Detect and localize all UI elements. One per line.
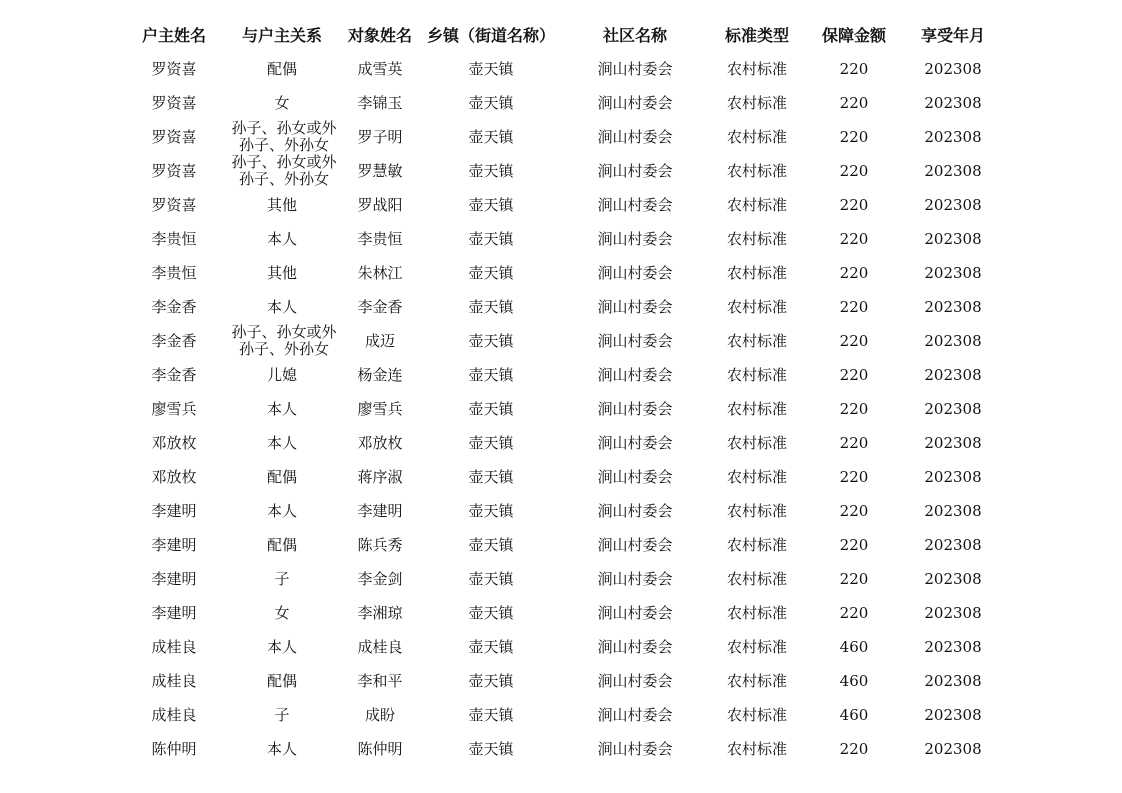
cell-recipient-name: 李和平 xyxy=(357,671,403,690)
cell-relationship: 配偶 xyxy=(266,59,297,78)
cell-relationship: 本人 xyxy=(266,399,297,418)
table-row xyxy=(120,562,1000,596)
header-standard-type: 标准类型 xyxy=(724,25,789,45)
header-relationship: 与户主关系 xyxy=(241,25,322,45)
cell-recipient-name: 成迈 xyxy=(364,331,395,350)
cell-recipient-name: 成雪英 xyxy=(357,59,403,78)
cell-community: 涧山村委会 xyxy=(597,127,673,146)
cell-township: 壶天镇 xyxy=(468,603,514,622)
cell-recipient-name: 成桂良 xyxy=(357,637,403,656)
cell-township: 壶天镇 xyxy=(468,263,514,282)
cell-community: 涧山村委会 xyxy=(597,637,673,656)
cell-month: 202308 xyxy=(924,637,982,656)
cell-recipient-name: 李湘琼 xyxy=(357,603,403,622)
table-row xyxy=(120,426,1000,460)
cell-recipient-name: 罗慧敏 xyxy=(357,161,403,180)
table-row xyxy=(120,392,1000,426)
cell-community: 涧山村委会 xyxy=(597,195,673,214)
cell-month: 202308 xyxy=(924,535,982,554)
cell-household-head: 罗资喜 xyxy=(151,161,197,180)
cell-community: 涧山村委会 xyxy=(597,535,673,554)
cell-community: 涧山村委会 xyxy=(597,671,673,690)
cell-standard-type: 农村标准 xyxy=(726,59,787,78)
cell-household-head: 李建明 xyxy=(151,535,197,554)
cell-relationship: 配偶 xyxy=(266,467,297,486)
cell-township: 壶天镇 xyxy=(468,705,514,724)
cell-relationship: 其他 xyxy=(266,263,297,282)
cell-community: 涧山村委会 xyxy=(597,365,673,384)
cell-community: 涧山村委会 xyxy=(597,569,673,588)
cell-township: 壶天镇 xyxy=(468,739,514,758)
cell-month: 202308 xyxy=(924,93,982,112)
cell-month: 202308 xyxy=(924,297,982,316)
subsidy-table xyxy=(120,16,1000,766)
cell-standard-type: 农村标准 xyxy=(726,637,787,656)
cell-recipient-name: 成盼 xyxy=(364,705,395,724)
header-row xyxy=(120,16,1000,52)
cell-month: 202308 xyxy=(924,229,982,248)
table-row xyxy=(120,256,1000,290)
cell-amount: 460 xyxy=(839,705,869,724)
cell-township: 壶天镇 xyxy=(468,195,514,214)
cell-township: 壶天镇 xyxy=(468,637,514,656)
cell-household-head: 李金香 xyxy=(151,365,197,384)
table-row xyxy=(120,732,1000,766)
cell-month: 202308 xyxy=(924,739,982,758)
cell-township: 壶天镇 xyxy=(468,59,514,78)
cell-township: 壶天镇 xyxy=(468,331,514,350)
cell-recipient-name: 陈兵秀 xyxy=(357,535,403,554)
cell-community: 涧山村委会 xyxy=(597,739,673,758)
cell-amount: 460 xyxy=(839,637,869,656)
table-row xyxy=(120,324,1000,358)
cell-month: 202308 xyxy=(924,399,982,418)
cell-household-head: 罗资喜 xyxy=(151,93,197,112)
cell-month: 202308 xyxy=(924,365,982,384)
cell-month: 202308 xyxy=(924,603,982,622)
cell-standard-type: 农村标准 xyxy=(726,603,787,622)
relationship-text: 孙子、孙女或外孙子、外孙女 xyxy=(231,119,337,154)
cell-amount: 220 xyxy=(839,93,869,112)
cell-standard-type: 农村标准 xyxy=(726,195,787,214)
table-row xyxy=(120,120,1000,154)
cell-community: 涧山村委会 xyxy=(597,331,673,350)
cell-recipient-name: 李建明 xyxy=(357,501,403,520)
cell-community: 涧山村委会 xyxy=(597,263,673,282)
cell-amount: 220 xyxy=(839,501,869,520)
table-row xyxy=(120,358,1000,392)
cell-relationship xyxy=(228,120,336,154)
table-row xyxy=(120,664,1000,698)
table-row xyxy=(120,494,1000,528)
header-community: 社区名称 xyxy=(602,25,667,45)
cell-household-head: 李金香 xyxy=(151,331,197,350)
cell-month: 202308 xyxy=(924,705,982,724)
cell-relationship: 本人 xyxy=(266,433,297,452)
cell-relationship: 本人 xyxy=(266,501,297,520)
cell-month: 202308 xyxy=(924,501,982,520)
cell-amount: 220 xyxy=(839,195,869,214)
cell-month: 202308 xyxy=(924,59,982,78)
cell-recipient-name: 罗战阳 xyxy=(357,195,403,214)
cell-standard-type: 农村标准 xyxy=(726,161,787,180)
cell-amount: 220 xyxy=(839,59,869,78)
cell-township: 壶天镇 xyxy=(468,399,514,418)
cell-relationship: 配偶 xyxy=(266,671,297,690)
cell-community: 涧山村委会 xyxy=(597,467,673,486)
cell-standard-type: 农村标准 xyxy=(726,739,787,758)
cell-amount: 220 xyxy=(839,297,869,316)
cell-community: 涧山村委会 xyxy=(597,93,673,112)
cell-standard-type: 农村标准 xyxy=(726,467,787,486)
table-row xyxy=(120,154,1000,188)
relationship-text: 孙子、孙女或外孙子、外孙女 xyxy=(231,153,337,188)
table-row xyxy=(120,596,1000,630)
cell-household-head: 李贵恒 xyxy=(151,263,197,282)
cell-amount: 220 xyxy=(839,569,869,588)
cell-relationship: 本人 xyxy=(266,739,297,758)
cell-household-head: 成桂良 xyxy=(151,637,197,656)
table-row xyxy=(120,460,1000,494)
table-row xyxy=(120,528,1000,562)
cell-household-head: 廖雪兵 xyxy=(151,399,197,418)
cell-standard-type: 农村标准 xyxy=(726,331,787,350)
cell-household-head: 成桂良 xyxy=(151,671,197,690)
table-row xyxy=(120,86,1000,120)
cell-recipient-name: 罗子明 xyxy=(357,127,403,146)
cell-recipient-name: 李锦玉 xyxy=(357,93,403,112)
cell-township: 壶天镇 xyxy=(468,161,514,180)
cell-township: 壶天镇 xyxy=(468,671,514,690)
cell-relationship: 本人 xyxy=(266,297,297,316)
cell-household-head: 成桂良 xyxy=(151,705,197,724)
cell-township: 壶天镇 xyxy=(468,297,514,316)
cell-amount: 220 xyxy=(839,739,869,758)
cell-household-head: 邓放枚 xyxy=(151,433,197,452)
cell-standard-type: 农村标准 xyxy=(726,127,787,146)
cell-amount: 220 xyxy=(839,365,869,384)
cell-month: 202308 xyxy=(924,161,982,180)
cell-household-head: 陈仲明 xyxy=(151,739,197,758)
cell-month: 202308 xyxy=(924,467,982,486)
cell-relationship: 其他 xyxy=(266,195,297,214)
cell-amount: 220 xyxy=(839,331,869,350)
cell-household-head: 罗资喜 xyxy=(151,195,197,214)
cell-standard-type: 农村标准 xyxy=(726,93,787,112)
cell-township: 壶天镇 xyxy=(468,433,514,452)
cell-household-head: 李金香 xyxy=(151,297,197,316)
cell-amount: 220 xyxy=(839,535,869,554)
cell-standard-type: 农村标准 xyxy=(726,535,787,554)
header-amount: 保障金额 xyxy=(821,25,886,45)
cell-household-head: 罗资喜 xyxy=(151,59,197,78)
cell-month: 202308 xyxy=(924,569,982,588)
cell-month: 202308 xyxy=(924,195,982,214)
cell-month: 202308 xyxy=(924,127,982,146)
cell-community: 涧山村委会 xyxy=(597,433,673,452)
cell-standard-type: 农村标准 xyxy=(726,433,787,452)
cell-township: 壶天镇 xyxy=(468,467,514,486)
cell-township: 壶天镇 xyxy=(468,127,514,146)
cell-recipient-name: 李金香 xyxy=(357,297,403,316)
cell-relationship: 子 xyxy=(274,705,290,724)
cell-township: 壶天镇 xyxy=(468,569,514,588)
cell-amount: 220 xyxy=(839,603,869,622)
cell-community: 涧山村委会 xyxy=(597,59,673,78)
cell-household-head: 李建明 xyxy=(151,569,197,588)
cell-household-head: 李建明 xyxy=(151,603,197,622)
header-recipient-name: 对象姓名 xyxy=(347,25,412,45)
table-body xyxy=(120,52,1000,766)
cell-township: 壶天镇 xyxy=(468,365,514,384)
cell-amount: 220 xyxy=(839,467,869,486)
cell-standard-type: 农村标准 xyxy=(726,399,787,418)
cell-standard-type: 农村标准 xyxy=(726,705,787,724)
cell-community: 涧山村委会 xyxy=(597,705,673,724)
table-row xyxy=(120,188,1000,222)
cell-relationship xyxy=(228,154,336,188)
cell-recipient-name: 邓放枚 xyxy=(357,433,403,452)
cell-relationship: 女 xyxy=(274,603,290,622)
cell-standard-type: 农村标准 xyxy=(726,297,787,316)
header-township: 乡镇（街道名称） xyxy=(426,25,555,45)
cell-amount: 220 xyxy=(839,433,869,452)
cell-community: 涧山村委会 xyxy=(597,229,673,248)
header-month: 享受年月 xyxy=(920,25,985,45)
cell-household-head: 李建明 xyxy=(151,501,197,520)
cell-recipient-name: 廖雪兵 xyxy=(357,399,403,418)
relationship-text: 孙子、孙女或外孙子、外孙女 xyxy=(231,323,337,358)
cell-community: 涧山村委会 xyxy=(597,399,673,418)
table-row xyxy=(120,290,1000,324)
cell-standard-type: 农村标准 xyxy=(726,671,787,690)
cell-amount: 460 xyxy=(839,671,869,690)
cell-household-head: 李贵恒 xyxy=(151,229,197,248)
cell-recipient-name: 蒋序淑 xyxy=(357,467,403,486)
table-row xyxy=(120,698,1000,732)
cell-relationship xyxy=(228,324,336,358)
cell-amount: 220 xyxy=(839,263,869,282)
cell-recipient-name: 李金剑 xyxy=(357,569,403,588)
cell-month: 202308 xyxy=(924,263,982,282)
cell-relationship: 儿媳 xyxy=(266,365,297,384)
cell-household-head: 罗资喜 xyxy=(151,127,197,146)
cell-township: 壶天镇 xyxy=(468,229,514,248)
cell-township: 壶天镇 xyxy=(468,501,514,520)
cell-recipient-name: 朱林江 xyxy=(357,263,403,282)
cell-standard-type: 农村标准 xyxy=(726,569,787,588)
document-page xyxy=(120,16,1000,766)
cell-relationship: 子 xyxy=(274,569,290,588)
header-household-head: 户主姓名 xyxy=(141,25,206,45)
table-row xyxy=(120,52,1000,86)
cell-standard-type: 农村标准 xyxy=(726,263,787,282)
cell-month: 202308 xyxy=(924,331,982,350)
cell-household-head: 邓放枚 xyxy=(151,467,197,486)
cell-amount: 220 xyxy=(839,127,869,146)
table-row xyxy=(120,222,1000,256)
cell-recipient-name: 李贵恒 xyxy=(357,229,403,248)
cell-month: 202308 xyxy=(924,433,982,452)
cell-month: 202308 xyxy=(924,671,982,690)
cell-standard-type: 农村标准 xyxy=(726,365,787,384)
table-row xyxy=(120,630,1000,664)
cell-amount: 220 xyxy=(839,229,869,248)
cell-relationship: 本人 xyxy=(266,229,297,248)
cell-community: 涧山村委会 xyxy=(597,603,673,622)
cell-relationship: 配偶 xyxy=(266,535,297,554)
cell-recipient-name: 陈仲明 xyxy=(357,739,403,758)
cell-community: 涧山村委会 xyxy=(597,161,673,180)
cell-recipient-name: 杨金连 xyxy=(357,365,403,384)
cell-standard-type: 农村标准 xyxy=(726,501,787,520)
cell-township: 壶天镇 xyxy=(468,93,514,112)
cell-amount: 220 xyxy=(839,161,869,180)
cell-amount: 220 xyxy=(839,399,869,418)
cell-standard-type: 农村标准 xyxy=(726,229,787,248)
cell-community: 涧山村委会 xyxy=(597,501,673,520)
cell-community: 涧山村委会 xyxy=(597,297,673,316)
cell-township: 壶天镇 xyxy=(468,535,514,554)
cell-relationship: 本人 xyxy=(266,637,297,656)
cell-relationship: 女 xyxy=(274,93,290,112)
